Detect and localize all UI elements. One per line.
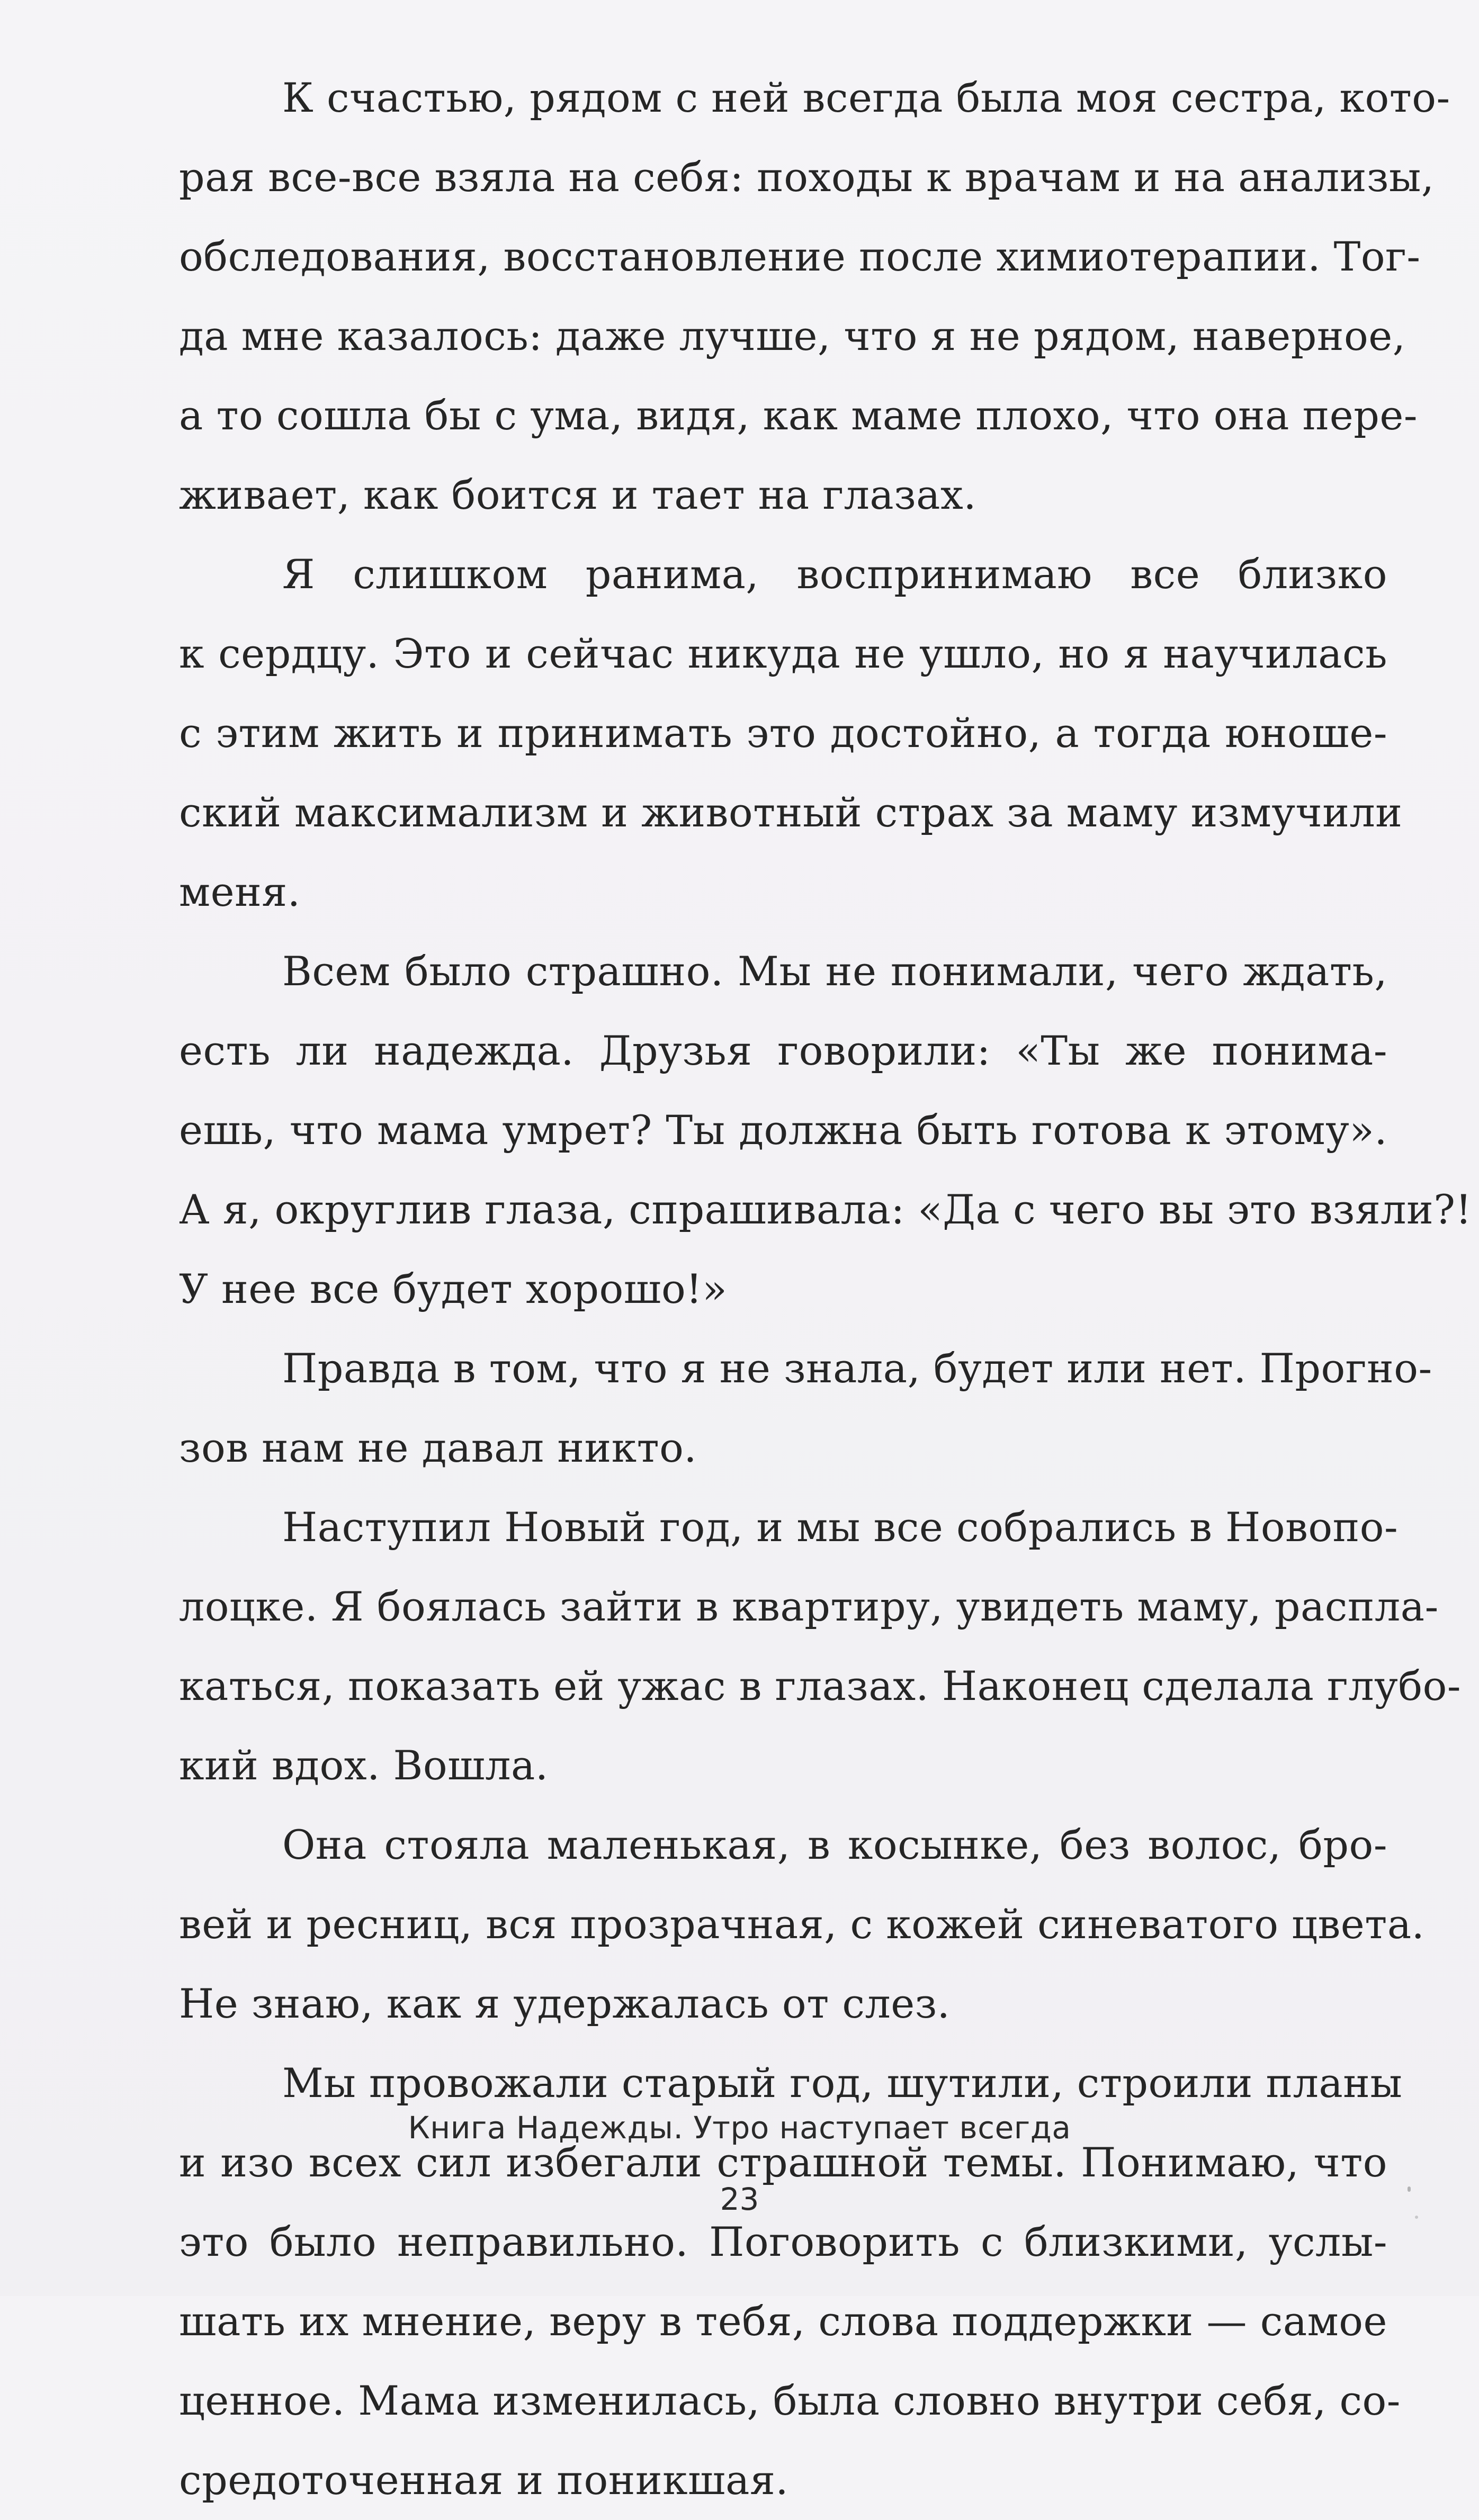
text-line: А я, округлив глаза, спрашивала: «Да с чего вы это взяли?! — [179, 1186, 1472, 1233]
paragraph-6 — [179, 1805, 1425, 2044]
text-line: есть ли надежда. Друзья говорили: «Ты же понима- — [179, 1027, 1387, 1074]
scan-speck-decoration — [1415, 2216, 1418, 2219]
text-line: живает, как боится и тает на глазах. — [179, 471, 977, 518]
text-line: ский максимализм и животный страх за маму измучили — [179, 789, 1403, 836]
text-line: Мы провожали старый год, шутили, строили планы — [282, 2059, 1403, 2107]
scan-speck-decoration — [1408, 2186, 1411, 2192]
paragraph-3 — [179, 932, 1472, 1329]
text-line: Не знаю, как я удержалась от слез. — [179, 1980, 951, 2027]
text-line: вей и ресниц, вся прозрачная, с кожей синеватого цвета. — [179, 1901, 1425, 1948]
text-line: зов нам не давал никто. — [179, 1424, 697, 1471]
text-line: ценное. Мама изменилась, была словно внутри себя, со- — [179, 2377, 1401, 2424]
text-line: Я слишком ранима, воспринимаю все близко — [282, 551, 1387, 598]
text-line: Правда в том, что я не знала, будет или нет. Прогно- — [282, 1345, 1432, 1392]
page-number: 23 — [720, 2181, 759, 2217]
paragraph-2 — [179, 535, 1403, 932]
text-line: это было неправильно. Поговорить с близкими, услы- — [179, 2218, 1387, 2265]
text-line: У нее все будет хорошо!» — [179, 1265, 728, 1312]
text-line: шать их мнение, веру в тебя, слова поддержки — самое — [179, 2298, 1387, 2345]
text-line: Наступил Новый год, и мы все собрались в Новопо- — [282, 1504, 1399, 1551]
text-line: меня. — [179, 868, 301, 915]
paragraph-5 — [179, 1488, 1462, 1805]
text-line: К счастью, рядом с ней всегда была моя сестра, кото- — [282, 74, 1450, 121]
text-line: к сердцу. Это и сейчас никуда не ушло, но я научилась — [179, 630, 1387, 677]
paragraph-4 — [179, 1329, 1432, 1488]
text-line: Она стояла маленькая, в косынке, без волос, бро- — [282, 1821, 1387, 1868]
text-line: рая все-все взяла на себя: походы к врачам и на анализы, — [179, 154, 1435, 201]
text-line: средоточенная и поникшая. — [179, 2456, 789, 2504]
text-line: Всем было страшно. Мы не понимали, чего ждать, — [282, 948, 1387, 995]
text-line: да мне казалось: даже лучше, что я не рядом, наверное, — [179, 312, 1406, 359]
text-line: кий вдох. Вошла. — [179, 1742, 549, 1789]
text-line: а то сошла бы с ума, видя, как маме плохо, что она пере- — [179, 392, 1418, 439]
text-line: и изо всех сил избегали страшной темы. Понимаю, что — [179, 2139, 1387, 2186]
text-line: каться, показать ей ужас в глазах. Наконец сделала глубо- — [179, 1662, 1462, 1709]
paragraph-1 — [179, 58, 1450, 535]
page-body-text — [179, 58, 1472, 2520]
text-line: ешь, что мама умрет? Ты должна быть готова к этому». — [179, 1106, 1387, 1154]
text-line: обследования, восстановление после химиотерапии. Тог- — [179, 233, 1421, 280]
text-line: лоцке. Я боялась зайти в квартиру, увидеть маму, распла- — [179, 1583, 1439, 1630]
running-footer-book-title: Книга Надежды. Утро наступает всегда — [408, 2110, 1071, 2146]
text-line: с этим жить и принимать это достойно, а тогда юноше- — [179, 709, 1387, 757]
